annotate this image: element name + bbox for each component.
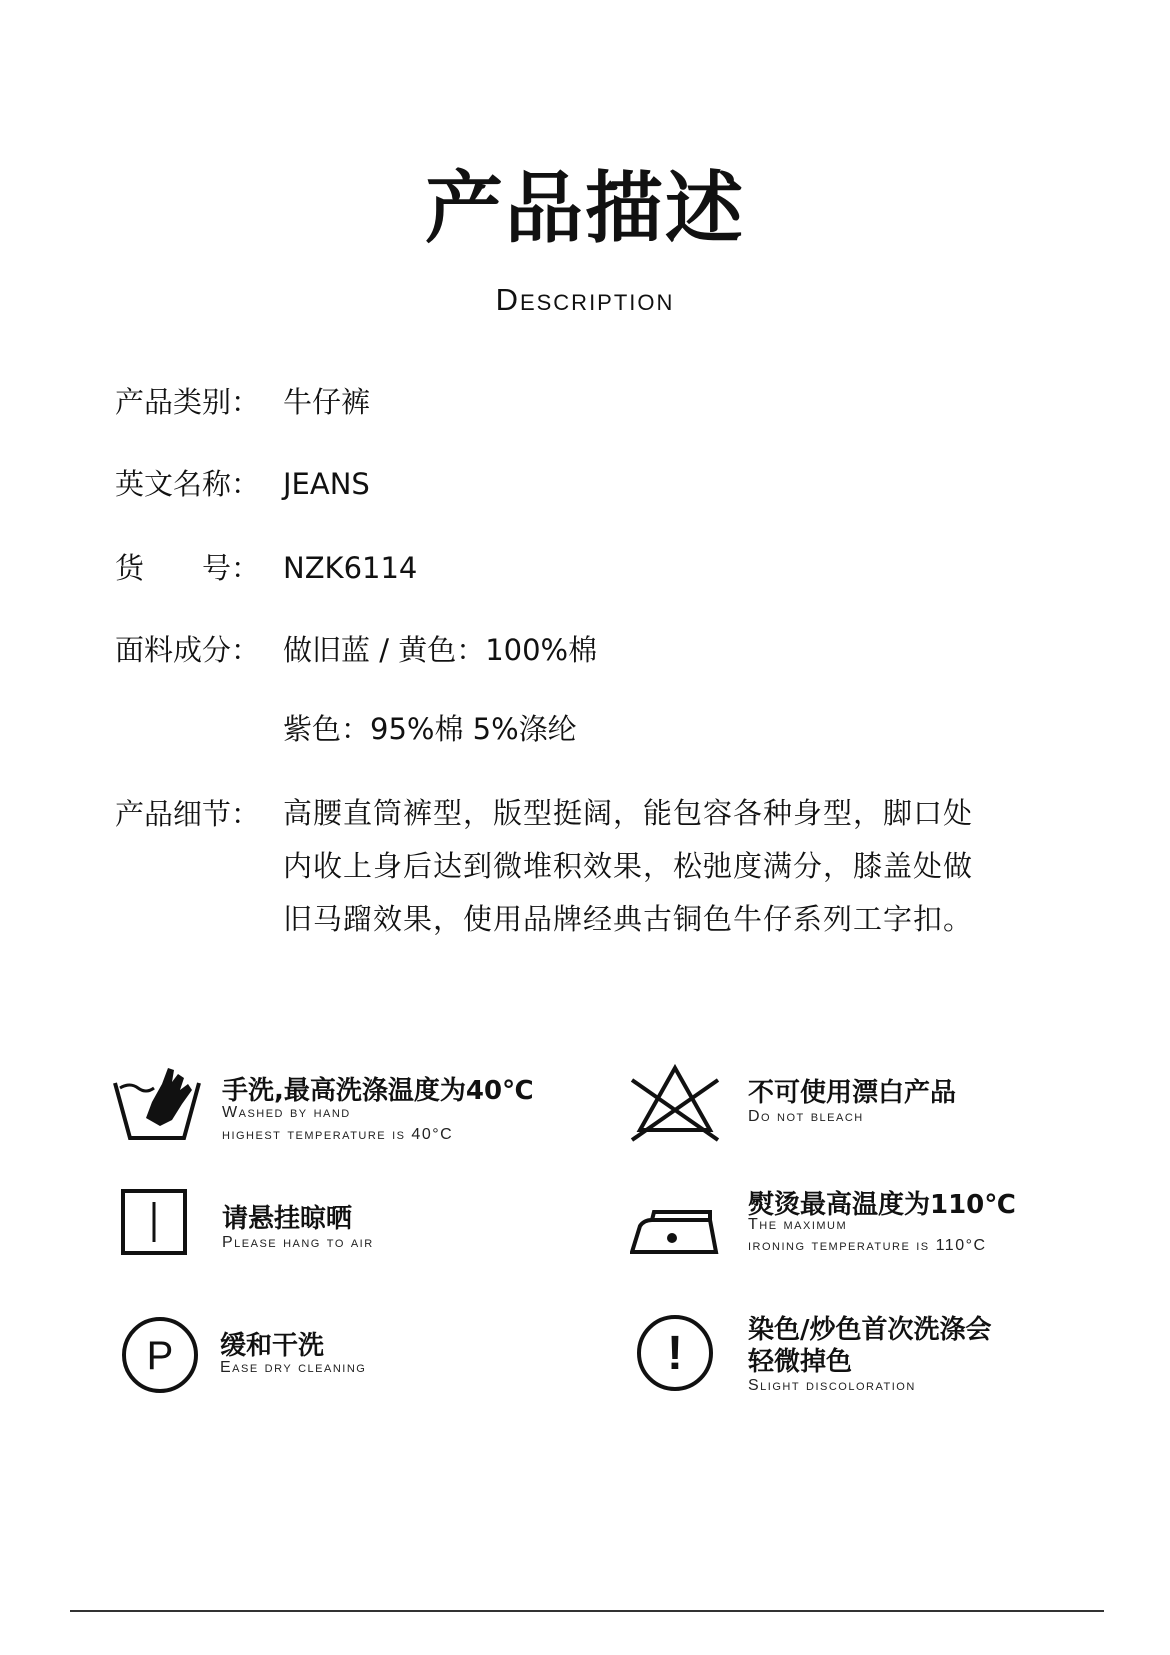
care-item-iron bbox=[630, 1180, 1110, 1280]
spec-fabric-extra bbox=[283, 712, 577, 747]
spec-value: 做旧蓝 / 黄色：100%棉 bbox=[283, 633, 598, 667]
spec-item-no bbox=[115, 551, 417, 586]
iron-icon bbox=[630, 1180, 720, 1270]
spec-english-name bbox=[115, 467, 370, 502]
hang-dry-icon bbox=[120, 1188, 190, 1258]
bottom-divider bbox=[70, 1610, 1104, 1612]
detail-line: 高腰直筒裤型，版型挺阔，能包容各种身型，脚口处 bbox=[283, 796, 974, 830]
page-subtitle: Description bbox=[495, 282, 675, 317]
no-bleach-icon bbox=[630, 1060, 720, 1150]
detail-line: 旧马蹓效果，使用品牌经典古铜色牛仔系列工字扣。 bbox=[283, 902, 974, 936]
care-item-no-bleach bbox=[630, 1060, 1110, 1160]
spec-value: 紫色：95%棉 5%涤纶 bbox=[283, 712, 577, 746]
spec-label: 产品类别： bbox=[115, 385, 261, 419]
care-subtitle: highest temperature is 40°C bbox=[222, 1126, 454, 1143]
care-subtitle: ironing temperature is 110°C bbox=[748, 1237, 987, 1254]
care-title: 手洗,最高洗涤温度为40℃ bbox=[222, 1076, 534, 1106]
care-title: 熨烫最高温度为110℃ bbox=[748, 1190, 1016, 1220]
spec-details-text bbox=[283, 787, 973, 946]
care-title: 不可使用漂白产品 bbox=[748, 1078, 957, 1108]
warning-letter: ! bbox=[667, 1327, 683, 1380]
care-subtitle: Ease dry cleaning bbox=[220, 1359, 367, 1376]
spec-label: 货 号： bbox=[115, 551, 261, 585]
care-title: 轻微掉色 bbox=[748, 1347, 853, 1377]
care-subtitle: Please hang to air bbox=[222, 1234, 374, 1251]
care-subtitle: Slight discoloration bbox=[748, 1377, 916, 1394]
warning-icon bbox=[635, 1313, 715, 1393]
care-title: 染色/炒色首次洗涤会 bbox=[748, 1315, 992, 1345]
spec-value: 牛仔裤 bbox=[283, 385, 371, 419]
care-item-hang-dry bbox=[120, 1188, 600, 1268]
spec-label: 产品细节： bbox=[115, 797, 261, 831]
page-title: 产品描述 bbox=[424, 164, 745, 254]
care-title: 缓和干洗 bbox=[220, 1331, 325, 1361]
care-item-dry-clean bbox=[120, 1315, 600, 1405]
detail-line: 内收上身后达到微堆积效果，松弛度满分，膝盖处做 bbox=[283, 849, 974, 883]
spec-value: NZK6114 bbox=[283, 551, 418, 585]
dry-clean-icon bbox=[120, 1315, 200, 1395]
spec-details bbox=[115, 797, 283, 832]
care-subtitle: Washed by hand bbox=[222, 1104, 351, 1121]
hand-wash-icon bbox=[112, 1060, 202, 1150]
care-subtitle: The maximum bbox=[748, 1216, 848, 1233]
spec-value: JEANS bbox=[283, 467, 370, 501]
spec-label: 英文名称： bbox=[115, 467, 261, 501]
care-title: 请悬挂晾晒 bbox=[222, 1204, 353, 1234]
care-subtitle: Do not bleach bbox=[748, 1108, 864, 1125]
spec-category bbox=[115, 385, 370, 420]
dry-clean-letter: P bbox=[146, 1334, 174, 1378]
care-item-warning bbox=[635, 1305, 1115, 1415]
spec-label: 面料成分： bbox=[115, 633, 261, 667]
care-item-hand-wash bbox=[112, 1060, 592, 1160]
spec-fabric bbox=[115, 633, 597, 668]
